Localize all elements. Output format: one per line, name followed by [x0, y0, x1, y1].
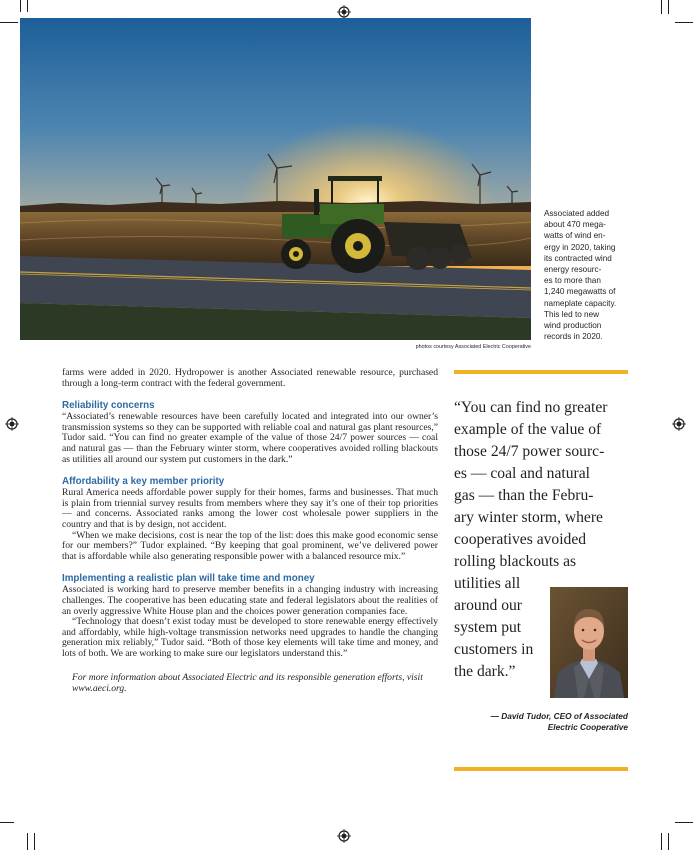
- caption-line: 1,240 megawatts of: [544, 287, 616, 297]
- photo-credit: photos courtesy Associated Electric Cooperative: [415, 344, 531, 350]
- more-info-note: For more information about Associated Electric and its responsible generation efforts, visit www.aeci.org.: [72, 672, 423, 695]
- registration-mark-icon: [337, 5, 351, 19]
- paragraph: “Technology that doesn’t exist today must be developed to store renewable energy effectively and affordably, while high-voltage transmission networks need upgrades to handle the changing generation mix reliably,” Tudor said. “Both of those key elements will take time and money, and lots of both. We are working to make sure our legislators understand this.”: [62, 616, 438, 659]
- section-heading: Implementing a realistic plan will take time and money: [62, 573, 315, 585]
- caption-line: es to more than: [544, 276, 601, 286]
- article-body: [62, 368, 438, 695]
- quote-line: around our: [454, 597, 522, 614]
- quote-line: es — coal and natural: [454, 465, 590, 482]
- registration-mark-icon: [337, 829, 351, 843]
- intro-paragraph: farms were added in 2020. Hydropower is another Associated renewable resource, purchased through a long-term contract with the federal government.: [62, 367, 438, 389]
- crop-mark: [668, 833, 669, 850]
- section-heading: Reliability concerns: [62, 400, 155, 412]
- attribution-line: — David Tudor, CEO of Associated: [490, 711, 628, 721]
- quote-line: ary winter storm, where: [454, 509, 603, 526]
- quote-line: system put: [454, 619, 522, 636]
- caption-line: ergy in 2020, taking: [544, 242, 616, 252]
- crop-mark: [661, 833, 662, 850]
- crop-mark: [675, 22, 693, 23]
- quote-line: cooperatives avoided: [454, 531, 587, 548]
- caption-line: about 470 mega-: [544, 220, 606, 230]
- attribution-line: Electric Cooperative: [547, 722, 628, 732]
- caption-line: records in 2020.: [544, 332, 603, 342]
- crop-mark: [34, 833, 35, 850]
- paragraph: Associated is working hard to preserve member benefits in a changing industry with increasing challenges. The cooperative has been educating state and federal legislators about the realities of an overly aggressive White House plan and the choices power generation companies face.: [62, 584, 438, 617]
- quote-line: gas — than the Febru-: [454, 487, 594, 504]
- quote-attribution: [454, 711, 628, 733]
- quote-line: rolling blackouts as: [454, 553, 577, 570]
- crop-mark: [0, 822, 14, 823]
- crop-mark: [668, 0, 669, 14]
- quote-line: example of the value of: [454, 421, 602, 438]
- section-heading: Affordability a key member priority: [62, 476, 225, 488]
- caption-line: wind production: [544, 321, 602, 331]
- crop-mark: [0, 22, 18, 23]
- paragraph: Rural America needs affordable power supply for their homes, farms and businesses. That much is plain from triennial survey results from members where they say it’s one of their top priorities — and concerns. Associated ranks among the lower cost wholesale power suppliers in the country and that is by design, not accident.: [62, 487, 438, 530]
- crop-mark: [27, 833, 28, 850]
- quote-line: “You can find no greater: [454, 399, 608, 416]
- caption-line: its contracted wind: [544, 253, 612, 263]
- caption-line: nameplate capacity.: [544, 298, 617, 308]
- registration-mark-icon: [5, 417, 19, 431]
- accent-rule: [454, 767, 628, 771]
- paragraph: “When we make decisions, cost is near the top of the list: does this make good economic sense for our members?” Tudor explained. “By keeping that goal prominent, we’ve delivered power that is affordable while also generating responsible power with a balanced resource mix.”: [62, 529, 438, 562]
- crop-mark: [20, 0, 21, 12]
- photo-caption: [544, 208, 628, 342]
- tractor-sunset-photo: [20, 18, 531, 340]
- registration-mark-icon: [672, 417, 686, 431]
- quote-line: utilities all: [454, 575, 521, 592]
- caption-line: watts of wind en-: [544, 231, 606, 241]
- crop-mark: [661, 0, 662, 14]
- headshot-photo: [550, 587, 628, 698]
- caption-line: energy resourc-: [544, 265, 602, 275]
- accent-rule: [454, 370, 628, 374]
- caption-line: This led to new: [544, 309, 600, 319]
- crop-mark: [27, 0, 28, 12]
- paragraph: “Associated’s renewable resources have been carefully located and integrated into our owner’s transmission systems so they can be supported with reliable coal and natural gas plant resources,” Tudor said. “You can find no greater example of the value of those 24/7 power sources — coal and natural gas — than the February winter storm, where cooperatives avoided rolling blackouts as utilities all around our system put customers in the dark.”: [62, 411, 438, 465]
- crop-mark: [675, 822, 693, 823]
- quote-line: the dark.”: [454, 663, 516, 680]
- quote-line: customers in: [454, 641, 534, 658]
- quote-line: those 24/7 power sourc-: [454, 443, 605, 460]
- caption-line: Associated added: [544, 209, 610, 218]
